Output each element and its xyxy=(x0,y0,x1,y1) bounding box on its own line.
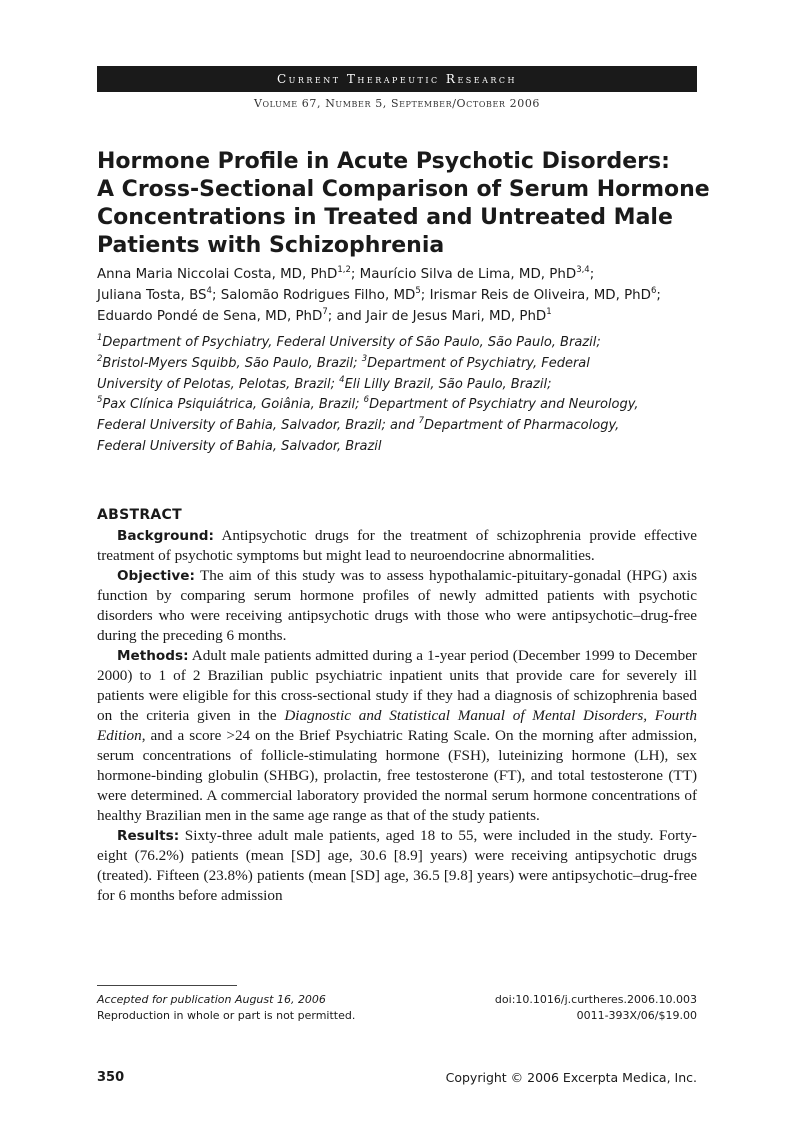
section-label: Results: xyxy=(117,828,180,844)
footnote-rule xyxy=(97,985,237,986)
affiliation-text: Department of Psychiatry, Federal xyxy=(367,355,590,371)
section-text: Adult male patients admitted during a 1-year period (December 1999 to December 2000) to 1 of 2 Brazilian public psychiatric inpatient units that provide care for severely ill patients were eligible for this cross-sectional study if they had a diagnosis of schizophrenia based on the criteria given in the xyxy=(97,647,697,724)
section-label: Methods: xyxy=(117,648,189,664)
section-text: , and a score >24 on the Brief Psychiatric Rating Scale. On the morning after admission, serum concentrations of follicle-stimulating hormone (FSH), luteinizing hormone (LH), sex hormone-binding globulin (SHBG), prolactin, free testosterone (FT), and total testosterone (TT) were determined. A commercial laboratory provided the normal serum hormone concentrations of healthy Brazilian men in the same age range as that of the study patients. xyxy=(97,727,697,824)
footnote-right xyxy=(495,992,697,1024)
title-line: Hormone Profile in Acute Psychotic Disorders: xyxy=(97,149,670,174)
abstract-background xyxy=(97,526,697,566)
affiliation-line xyxy=(97,354,707,375)
affiliation-text: Department of Psychiatry, Federal University of São Paulo, São Paulo, Brazil; xyxy=(102,335,601,350)
issue-line: Volume 67, Number 5, September/October 2006 xyxy=(253,97,541,110)
affiliation-mark: 3 xyxy=(361,353,368,364)
author-name: Anna Maria Niccolai Costa, MD, PhD xyxy=(97,267,338,282)
section-label: Objective: xyxy=(117,568,195,584)
affiliation-line xyxy=(97,437,707,458)
section-label: Background: xyxy=(117,528,214,544)
affiliation-text: Federal University of Bahia, Salvador, Brazil; and xyxy=(97,418,419,434)
author-affiliation-mark: 6 xyxy=(650,286,657,296)
author-affiliation-mark: 3,4 xyxy=(576,265,590,275)
abstract-section xyxy=(97,505,697,906)
accepted-date: Accepted for publication August 16, 2006 xyxy=(97,993,326,1006)
affiliation-mark: 2 xyxy=(97,353,103,364)
footnote-left xyxy=(97,992,355,1024)
affiliation-mark: 5 xyxy=(97,395,103,406)
affiliation-text: Pax Clínica Psiquiátrica, Goiânia, Brazil; xyxy=(102,397,364,413)
author-name: Juliana Tosta, BS xyxy=(97,288,207,303)
author-line xyxy=(97,264,707,285)
author-line xyxy=(97,285,707,306)
copyright: Copyright © 2006 Excerpta Medica, Inc. xyxy=(445,1070,697,1085)
author-name: Maurício Silva de Lima, MD, PhD xyxy=(359,267,577,282)
section-text: Sixty-three adult male patients, aged 18 to 55, were included in the study. Forty-eight (76.2%) patients (mean [SD] age, 30.6 [8.9] years) were receiving antipsychotic drugs (treated). Fifteen (23.8%) patients (mean [SD] age, 36.5 [9.8] years) were antipsychotic–drug-free for 6 months before admission xyxy=(97,827,697,904)
author-affiliation-mark: 5 xyxy=(415,286,421,296)
affiliation-mark: 1 xyxy=(97,333,103,343)
author-separator: ; xyxy=(211,288,221,303)
affiliation-mark: 6 xyxy=(363,395,370,406)
affiliation-list xyxy=(97,333,707,458)
affiliation-text: Eli Lilly Brazil, São Paulo, Brazil; xyxy=(344,376,552,392)
title-line: Patients with Schizophrenia xyxy=(97,233,445,258)
affiliation-text: Department of Pharmacology, xyxy=(424,418,620,434)
author-name: Eduardo Pondé de Sena, MD, PhD xyxy=(97,309,323,324)
journal-banner xyxy=(97,66,697,92)
manual-title: Diagnostic and Statistical Manual of Mental Disorders, Fourth Edition xyxy=(97,707,697,744)
article-title xyxy=(97,148,717,260)
abstract-heading: ABSTRACT xyxy=(97,507,182,523)
abstract-methods xyxy=(97,646,697,826)
title-line: Concentrations in Treated and Untreated Male xyxy=(97,205,673,230)
author-separator: ; and xyxy=(327,309,366,324)
author-list xyxy=(97,264,707,327)
affiliation-line xyxy=(97,375,707,396)
affiliation-line xyxy=(97,416,707,437)
author-affiliation-mark: 7 xyxy=(322,307,328,317)
author-affiliation-mark: 1 xyxy=(546,307,552,317)
affiliation-line xyxy=(97,395,707,416)
author-separator: ; xyxy=(350,267,360,282)
abstract-results xyxy=(97,826,697,906)
title-line: A Cross-Sectional Comparison of Serum Hormone xyxy=(97,177,710,202)
abstract-objective xyxy=(97,566,697,646)
affiliation-line xyxy=(97,333,707,354)
affiliation-text: Department of Psychiatry and Neurology, xyxy=(369,397,639,413)
section-text: Antipsychotic drugs for the treatment of schizophrenia provide effective treatment of psychotic symptoms but might lead to neuroendocrine abnormalities. xyxy=(97,527,697,564)
page-number: 350 xyxy=(97,1070,125,1085)
affiliation-text: Bristol-Myers Squibb, São Paulo, Brazil; xyxy=(102,355,362,371)
affiliation-text: University of Pelotas, Pelotas, Brazil; xyxy=(97,376,340,392)
section-text: The aim of this study was to assess hypothalamic-pituitary-gonadal (HPG) axis function by comparing serum hormone profiles of newly admitted patients with psychotic disorders who were receiving antipsychotic drugs with those who were antipsychotic–drug-free during the preceding 6 months. xyxy=(97,567,697,644)
journal-name: Current Therapeutic Research xyxy=(276,72,518,86)
author-separator: ; xyxy=(420,288,430,303)
author-separator: ; xyxy=(589,267,595,282)
issn-price: 0011-393X/06/$19.00 xyxy=(576,1009,697,1022)
author-affiliation-mark: 1,2 xyxy=(337,265,351,275)
doi: doi:10.1016/j.curtheres.2006.10.003 xyxy=(494,993,697,1006)
author-line xyxy=(97,306,707,327)
author-name: Salomão Rodrigues Filho, MD xyxy=(220,288,416,303)
author-name: Irismar Reis de Oliveira, MD, PhD xyxy=(429,288,651,303)
affiliation-mark: 7 xyxy=(418,416,425,427)
author-name: Jair de Jesus Mari, MD, PhD xyxy=(365,309,547,324)
author-separator: ; xyxy=(656,288,661,303)
affiliation-text: Federal University of Bahia, Salvador, Brazil xyxy=(97,438,382,454)
reproduction-notice: Reproduction in whole or part is not permitted. xyxy=(97,1009,356,1022)
author-affiliation-mark: 4 xyxy=(206,286,212,296)
affiliation-mark: 4 xyxy=(339,374,345,385)
